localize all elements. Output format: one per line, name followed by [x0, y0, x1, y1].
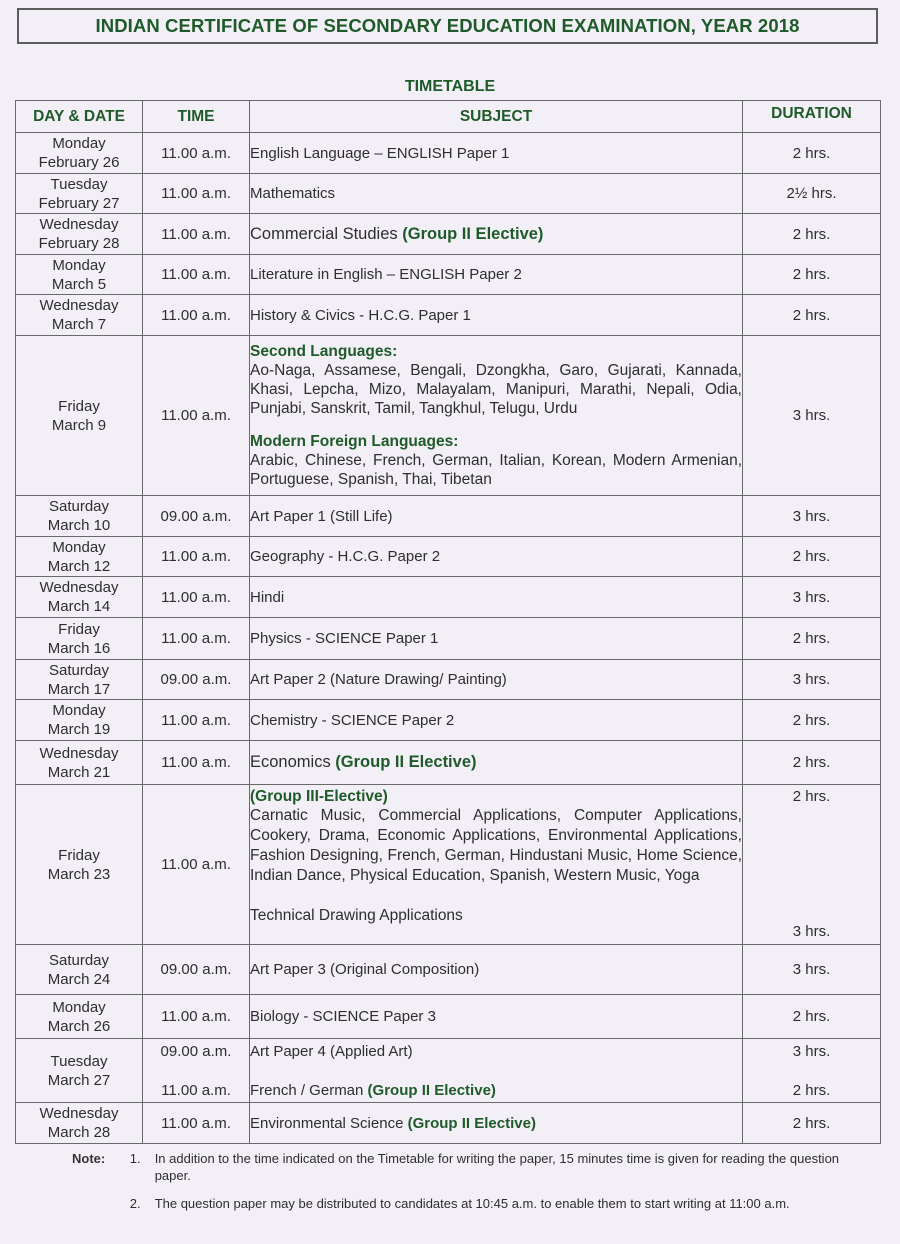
subject: Technical Drawing Applications [250, 907, 463, 924]
duration: 2 hrs. [792, 788, 831, 805]
duration-cell [743, 785, 881, 945]
day-date-cell [16, 133, 143, 174]
table-row [16, 618, 881, 660]
day: Saturday [48, 661, 110, 679]
subject: Environmental Science [250, 1114, 404, 1132]
subject: English Language – ENGLISH Paper 1 [250, 144, 510, 162]
table-row [16, 255, 881, 295]
subject-cell [250, 174, 743, 214]
date: February 28 [38, 235, 120, 252]
date: February 26 [38, 154, 120, 171]
subject: Geography - H.C.G. Paper 2 [250, 548, 441, 565]
time-cell: 11.00 a.m. [143, 741, 250, 785]
day-date-cell [16, 174, 143, 214]
day-date-cell [16, 577, 143, 618]
date: March 7 [51, 316, 107, 333]
day: Tuesday [50, 1052, 108, 1070]
day: Saturday [48, 951, 110, 969]
date: March 26 [47, 1017, 111, 1035]
group-iii-list: Carnatic Music, Commercial Applications, Computer Applications, Cookery, Drama, Economic Applications, Environmental Applications, Fashion Designing, French, German, Hindustani Music, Home Science, Indian Dance, Physical Education, Spanish, Western Music, Yoga [250, 807, 742, 884]
time-cell [143, 1039, 250, 1103]
duration-cell: 3 hrs. [743, 336, 881, 496]
column-header-time: TIME [143, 101, 250, 133]
subject: Chemistry - SCIENCE Paper 2 [250, 711, 455, 729]
subject: Economics [250, 753, 331, 771]
subject-cell [250, 785, 743, 945]
subject-cell [250, 537, 743, 577]
elective-tag: (Group II Elective) [407, 1114, 536, 1132]
day: Monday [52, 256, 106, 274]
table-row [16, 537, 881, 577]
date: March 19 [47, 721, 111, 738]
day-date-cell [16, 537, 143, 577]
subject: Mathematics [250, 185, 336, 202]
table-row [16, 496, 881, 537]
date: March 16 [47, 639, 111, 657]
duration-cell: 2 hrs. [743, 537, 881, 577]
day-date-cell [16, 945, 143, 995]
subject-cell [250, 1039, 743, 1103]
duration: 3 hrs. [792, 923, 831, 940]
date: March 14 [47, 598, 111, 615]
time-cell: 11.00 a.m. [143, 995, 250, 1039]
date: March 5 [51, 275, 107, 293]
subject: Hindi [250, 588, 285, 606]
time-cell: 09.00 a.m. [143, 660, 250, 700]
duration: 3 hrs. [792, 1042, 831, 1060]
day-date-cell [16, 255, 143, 295]
day: Monday [52, 702, 106, 719]
date: March 24 [47, 970, 111, 988]
subject: Art Paper 4 (Applied Art) [250, 1042, 413, 1060]
time-cell: 11.00 a.m. [143, 255, 250, 295]
note-item [72, 1195, 852, 1212]
time-cell: 11.00 a.m. [143, 537, 250, 577]
time-cell: 11.00 a.m. [143, 700, 250, 741]
day: Monday [52, 998, 106, 1016]
duration-cell: 3 hrs. [743, 945, 881, 995]
table-row [16, 1039, 881, 1103]
subject: Physics - SCIENCE Paper 1 [250, 630, 439, 647]
subject: Art Paper 2 (Nature Drawing/ Painting) [250, 671, 507, 688]
time-cell: 11.00 a.m. [143, 1103, 250, 1144]
time: 09.00 a.m. [160, 1042, 232, 1060]
subject-cell [250, 618, 743, 660]
day: Monday [52, 538, 106, 556]
subject-cell [250, 995, 743, 1039]
subject-cell [250, 496, 743, 537]
duration-cell: 2 hrs. [743, 255, 881, 295]
day-date-cell [16, 336, 143, 496]
day-date-cell [16, 660, 143, 700]
table-row [16, 295, 881, 336]
duration-cell: 2 hrs. [743, 295, 881, 336]
note-number: 1. [129, 1151, 141, 1166]
table-row [16, 995, 881, 1039]
notes-section [72, 1150, 852, 1223]
column-header-subject: SUBJECT [250, 101, 743, 133]
day-date-cell [16, 214, 143, 255]
elective-tag: (Group II Elective) [402, 224, 544, 243]
time-cell: 11.00 a.m. [143, 785, 250, 945]
table-row [16, 1103, 881, 1144]
day-date-cell [16, 700, 143, 741]
subject-cell [250, 577, 743, 618]
note-text: The question paper may be distributed to candidates at 10:45 a.m. to enable them to start writing at 11:00 a.m. [154, 1196, 790, 1211]
day-date-cell [16, 995, 143, 1039]
day-date-cell [16, 785, 143, 945]
day: Wednesday [39, 579, 119, 596]
day: Friday [58, 620, 100, 638]
table-row [16, 133, 881, 174]
subject: Biology - SCIENCE Paper 3 [250, 1008, 436, 1025]
time: 11.00 a.m. [161, 1081, 231, 1099]
day: Wednesday [39, 216, 119, 233]
table-row [16, 577, 881, 618]
note-number: 2. [129, 1196, 141, 1211]
second-languages-heading: Second Languages: [250, 343, 398, 360]
subject-cell [250, 214, 743, 255]
time-cell: 09.00 a.m. [143, 496, 250, 537]
table-row [16, 174, 881, 214]
subject-cell [250, 700, 743, 741]
date: March 10 [47, 517, 111, 534]
second-languages-list: Ao-Naga, Assamese, Bengali, Dzongkha, Garo, Gujarati, Kannada, Khasi, Lepcha, Mizo, Malayalam, Manipuri, Marathi, Nepali, Odia, Punjabi, Sanskrit, Tamil, Tangkhul, Telugu, Urdu [250, 362, 742, 417]
day-date-cell [16, 295, 143, 336]
subject-cell [250, 741, 743, 785]
subject: History & Civics - H.C.G. Paper 1 [250, 306, 471, 324]
elective-tag: (Group II Elective) [367, 1081, 496, 1099]
note-item [72, 1150, 852, 1184]
day: Friday [58, 397, 100, 415]
note-text: In addition to the time indicated on the Timetable for writing the paper, 15 minutes time is given for reading the question paper. [154, 1151, 840, 1183]
date: March 23 [47, 865, 111, 883]
elective-tag: (Group II Elective) [335, 753, 477, 771]
notes-label: Note: [72, 1151, 106, 1166]
subject-cell [250, 133, 743, 174]
table-row [16, 700, 881, 741]
day-date-cell [16, 1103, 143, 1144]
day: Friday [58, 846, 100, 864]
timetable-table [15, 100, 881, 1144]
column-header-day-date: DAY & DATE [16, 101, 143, 133]
duration-cell: 3 hrs. [743, 496, 881, 537]
duration-cell: 2 hrs. [743, 741, 881, 785]
date: February 27 [38, 194, 120, 212]
duration-cell [743, 1039, 881, 1103]
day-date-cell [16, 1039, 143, 1103]
subject: French / German [250, 1081, 364, 1099]
date: March 28 [47, 1124, 111, 1141]
duration-cell: 2 hrs. [743, 133, 881, 174]
date: March 21 [47, 763, 111, 781]
day-date-cell [16, 618, 143, 660]
time-cell: 11.00 a.m. [143, 174, 250, 214]
time-cell: 11.00 a.m. [143, 577, 250, 618]
duration-cell: 2 hrs. [743, 995, 881, 1039]
date: March 9 [51, 416, 107, 434]
table-row [16, 945, 881, 995]
date: March 27 [47, 1071, 111, 1089]
subject-cell [250, 1103, 743, 1144]
subject-cell [250, 336, 743, 496]
day: Monday [52, 135, 106, 152]
document-title: INDIAN CERTIFICATE OF SECONDARY EDUCATION EXAMINATION, YEAR 2018 [17, 8, 878, 44]
table-row [16, 660, 881, 700]
table-row [16, 785, 881, 945]
date: March 17 [47, 680, 111, 698]
date: March 12 [47, 557, 111, 575]
duration-cell: 2 hrs. [743, 618, 881, 660]
time-cell: 09.00 a.m. [143, 945, 250, 995]
subject-cell [250, 295, 743, 336]
duration-cell: 2 hrs. [743, 214, 881, 255]
duration-cell: 3 hrs. [743, 577, 881, 618]
day: Wednesday [39, 1105, 119, 1122]
subject: Art Paper 3 (Original Composition) [250, 961, 480, 978]
subject: Commercial Studies [250, 224, 398, 243]
duration-cell: 3 hrs. [743, 660, 881, 700]
foreign-languages-list: Arabic, Chinese, French, German, Italian, Korean, Modern Armenian, Portuguese, Spanish, Thai, Tibetan [250, 452, 742, 488]
subject: Art Paper 1 (Still Life) [250, 507, 393, 525]
time-cell: 11.00 a.m. [143, 133, 250, 174]
duration: 2 hrs. [792, 1081, 831, 1099]
time-cell: 11.00 a.m. [143, 618, 250, 660]
day-date-cell [16, 741, 143, 785]
day: Wednesday [39, 744, 119, 762]
subject: Literature in English – ENGLISH Paper 2 [250, 266, 522, 283]
day: Tuesday [50, 175, 108, 193]
table-row [16, 214, 881, 255]
day-date-cell [16, 496, 143, 537]
time-cell: 11.00 a.m. [143, 295, 250, 336]
table-row [16, 741, 881, 785]
duration-cell: 2 hrs. [743, 1103, 881, 1144]
day: Saturday [48, 498, 110, 515]
time-cell: 11.00 a.m. [143, 336, 250, 496]
subject-cell [250, 255, 743, 295]
duration-cell: 2 hrs. [743, 700, 881, 741]
subject-cell [250, 945, 743, 995]
group-iii-heading: (Group III-Elective) [250, 788, 388, 805]
subject-cell [250, 660, 743, 700]
column-header-duration: DURATION [743, 101, 881, 133]
table-header-row [16, 101, 881, 133]
table-row [16, 336, 881, 496]
day: Wednesday [39, 297, 119, 314]
duration-cell: 2½ hrs. [743, 174, 881, 214]
time-cell: 11.00 a.m. [143, 214, 250, 255]
timetable-heading: TIMETABLE [404, 78, 496, 95]
foreign-languages-heading: Modern Foreign Languages: [250, 433, 459, 450]
